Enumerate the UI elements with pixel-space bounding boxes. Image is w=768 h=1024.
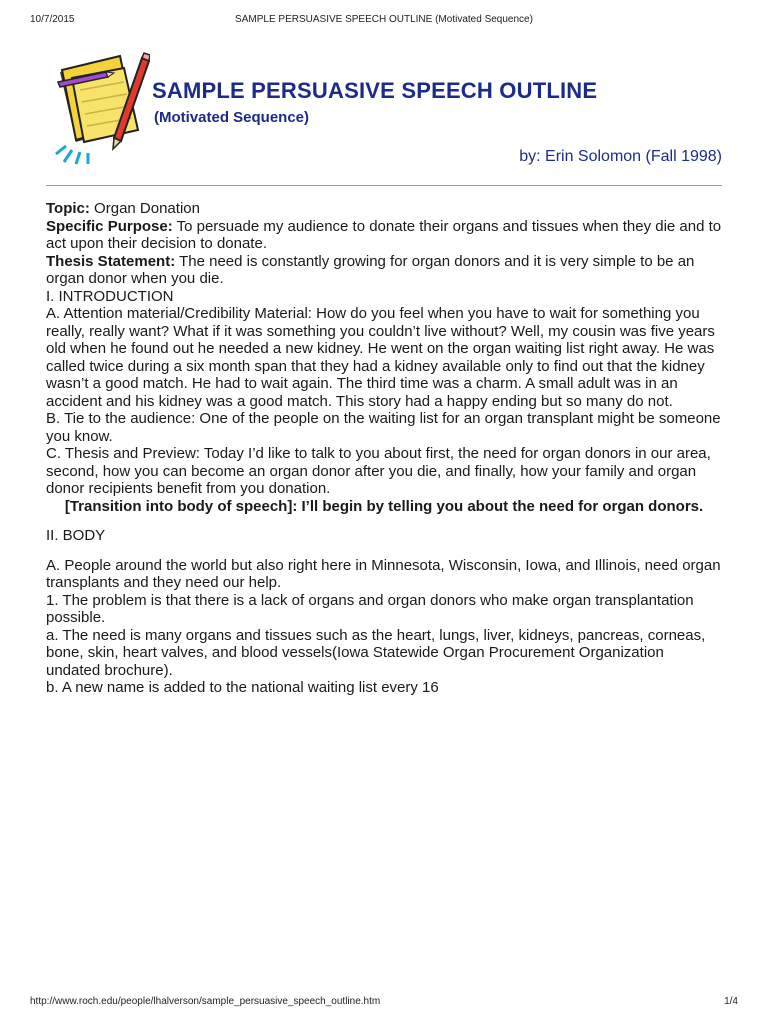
purpose-value: To persuade my audience to donate their organs and tissues when they die and to act upon their decision to donate. [46,217,722,252]
thesis-field [46,253,722,288]
purpose-field [46,218,722,253]
print-page-title: SAMPLE PERSUASIVE SPEECH OUTLINE (Motivated Sequence) [235,14,533,25]
print-date: 10/7/2015 [30,14,75,25]
page-url: http://www.roch.edu/people/lhalverson/sample_persuasive_speech_outline.htm [30,996,381,1007]
page-number: 1/4 [724,996,738,1007]
topic-label: Topic: [46,200,90,217]
transition-statement: [Transition into body of speech]: I’ll begin by telling you about the need for organ donors. [64,497,704,515]
document-title: SAMPLE PERSUASIVE SPEECH OUTLINE [152,78,598,103]
header-divider [46,185,722,186]
document-subtitle: (Motivated Sequence) [154,109,310,126]
thesis-label: Thesis Statement: [46,252,176,270]
intro-item-tie: B. Tie to the audience: One of the people on the waiting list for an organ transplant might be someone you know. [46,410,721,445]
topic-value: Organ Donation [89,200,200,217]
purpose-label: Specific Purpose: [46,217,173,235]
print-header [30,14,738,28]
body-sub-item-b: b. A new name is added to the national waiting list every 16 [46,679,439,696]
outline-content [46,200,722,697]
body-item-a: A. People around the world but also right here in Minnesota, Wisconsin, Iowa, and Illinois, need organ transplants and they need our help. [46,556,721,591]
intro-item-thesis-preview: C. Thesis and Preview: Today I’d like to talk to you about first, the need for organ donors in our area, second, how you can become an organ donor after you die, and finally, how your family and organ donor recipients benefit from you donation. [46,445,711,497]
body-heading: II. BODY [46,527,106,544]
print-footer [30,996,738,1010]
body-item-1: 1. The problem is that there is a lack of organs and organ donors who make organ transplantation possible. [46,591,694,626]
notepad-pencil-icon [50,50,150,165]
thesis-value: The need is constantly growing for organ donors and it is very simple to be an organ donor when you die. [46,252,695,287]
introduction-heading: I. INTRODUCTION [46,287,174,305]
topic-field [46,200,722,218]
intro-item-attention: A. Attention material/Credibility Material: How do you feel when you have to wait for something you really, really want? What if it was something you couldn’t live without? Well, my cousin was five years old when he found out he needed a new kidney. He went on the organ waiting list right away. He was called twice during a six month span that they had a kidney available only to find out that the kidney wasn’t a good match. He had to wait again. The third time was a charm. A small adult was in an accident and his kidney was a good match. This story had a happy ending but so many do not. [46,305,715,410]
document-author: by: Erin Solomon (Fall 1998) [519,148,722,165]
body-sub-item-a: a. The need is many organs and tissues such as the heart, lungs, liver, kidneys, pancreas, corneas, bone, skin, heart valves, and blood vessels(Iowa Statewide Organ Procurement Organization undated brochure). [46,626,706,679]
